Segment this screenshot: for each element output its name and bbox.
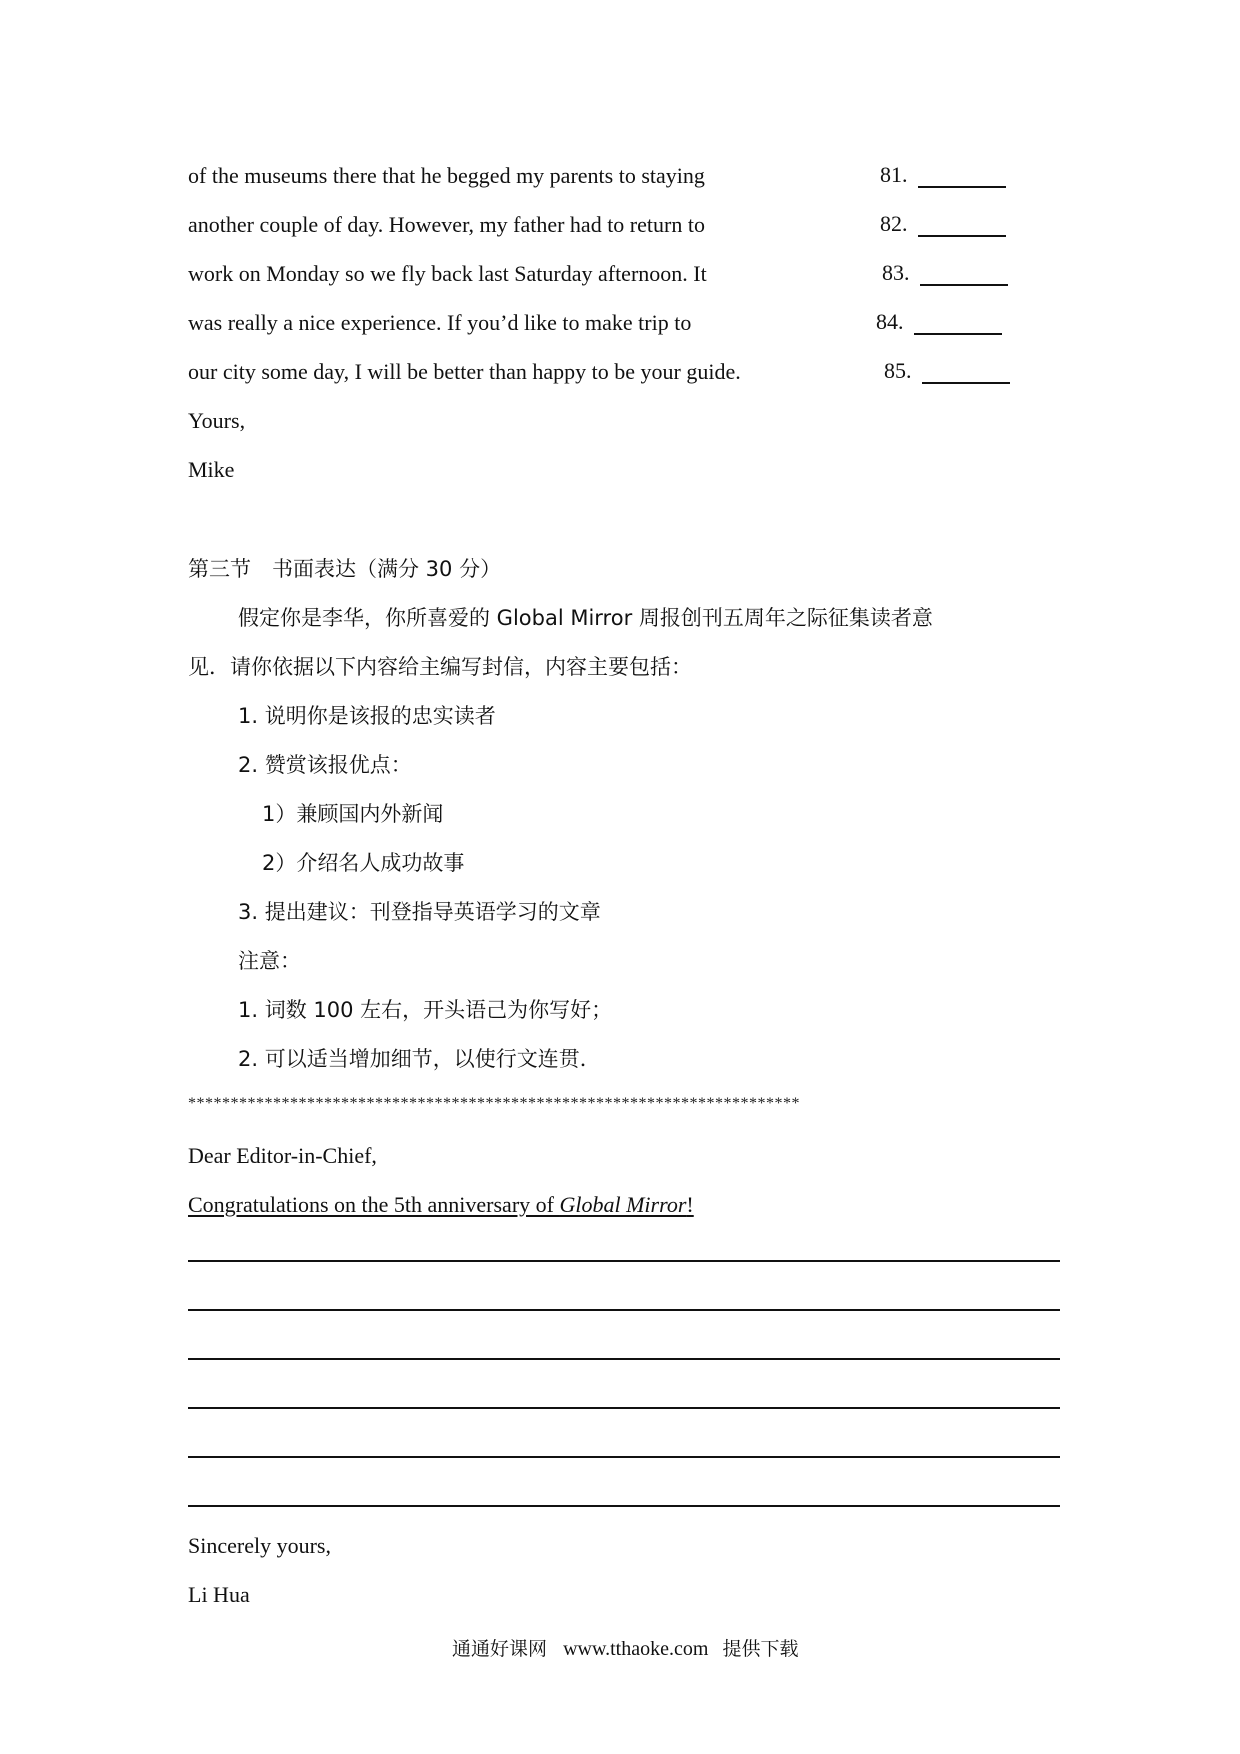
note-2: 2. 可以适当增加细节，以使行文连贯． — [238, 1047, 601, 1071]
writing-line-3[interactable] — [188, 1358, 1060, 1360]
section-heading: 第三节 书面表达（满分 30 分） — [188, 557, 502, 581]
letter-closing: Yours, — [188, 408, 246, 433]
footer-site-name: 通通好课网 — [452, 1638, 548, 1660]
question-number: 84. — [876, 309, 904, 334]
blank-line — [918, 166, 1006, 188]
content-subitem-1: 1）兼顾国内外新闻 — [262, 802, 444, 826]
answer-blank-82[interactable] — [880, 211, 1006, 237]
question-number: 83. — [882, 260, 910, 285]
footer — [452, 1634, 798, 1661]
signature: Li Hua — [188, 1582, 250, 1607]
content-item-1: 1. 说明你是该报的忠实读者 — [238, 704, 496, 728]
footer-suffix: 提供下载 — [722, 1638, 799, 1660]
passage-line-1: of the museums there that he begged my parents to staying — [188, 163, 705, 188]
question-number: 85. — [884, 358, 912, 383]
blank-line — [920, 264, 1008, 286]
content-item-2: 2. 赞赏该报优点： — [238, 753, 412, 777]
newspaper-title: Global Mirror — [559, 1192, 687, 1217]
answer-blank-83[interactable] — [882, 260, 1008, 286]
opening-text: Congratulations on the 5th anniversary of — [188, 1192, 560, 1217]
closing: Sincerely yours, — [188, 1533, 331, 1558]
blank-line — [914, 313, 1002, 335]
note-1: 1. 词数 100 左右，开头语己为你写好； — [238, 998, 613, 1022]
passage-line-2: another couple of day. However, my father had to return to — [188, 212, 705, 237]
opening-sentence — [188, 1191, 694, 1219]
passage-line-5: our city some day, I will be better than happy to be your guide. — [188, 359, 741, 384]
answer-blank-85[interactable] — [884, 358, 1010, 384]
question-number: 81. — [880, 162, 908, 187]
content-subitem-2: 2）介绍名人成功故事 — [262, 851, 465, 875]
passage-line-3: work on Monday so we fly back last Saturday afternoon. It — [188, 261, 707, 286]
footer-url[interactable]: www.tthaoke.com — [563, 1638, 709, 1660]
notes-title: 注意： — [238, 949, 301, 973]
star-separator: ************************************************************************ — [188, 1095, 800, 1112]
answer-blank-84[interactable] — [876, 309, 1002, 335]
question-number: 82. — [880, 211, 908, 236]
answer-blank-81[interactable] — [880, 162, 1006, 188]
blank-line — [918, 215, 1006, 237]
writing-line-5[interactable] — [188, 1456, 1060, 1458]
blank-line — [922, 362, 1010, 384]
writing-line-6[interactable] — [188, 1505, 1060, 1507]
instructions-line-1: 假定你是李华，你所喜爱的 Global Mirror 周报创刊五周年之际征集读者意 — [238, 606, 933, 630]
writing-line-4[interactable] — [188, 1407, 1060, 1409]
writing-line-1[interactable] — [188, 1260, 1060, 1262]
instructions-line-2: 见．请你依据以下内容给主编写封信，内容主要包括： — [188, 655, 692, 679]
opening-punctuation: ! — [686, 1192, 694, 1217]
salutation: Dear Editor-in-Chief, — [188, 1143, 377, 1168]
passage-line-4: was really a nice experience. If you’d like to make trip to — [188, 310, 692, 335]
content-item-3: 3. 提出建议：刊登指导英语学习的文章 — [238, 900, 601, 924]
writing-line-2[interactable] — [188, 1309, 1060, 1311]
letter-signature: Mike — [188, 457, 235, 482]
